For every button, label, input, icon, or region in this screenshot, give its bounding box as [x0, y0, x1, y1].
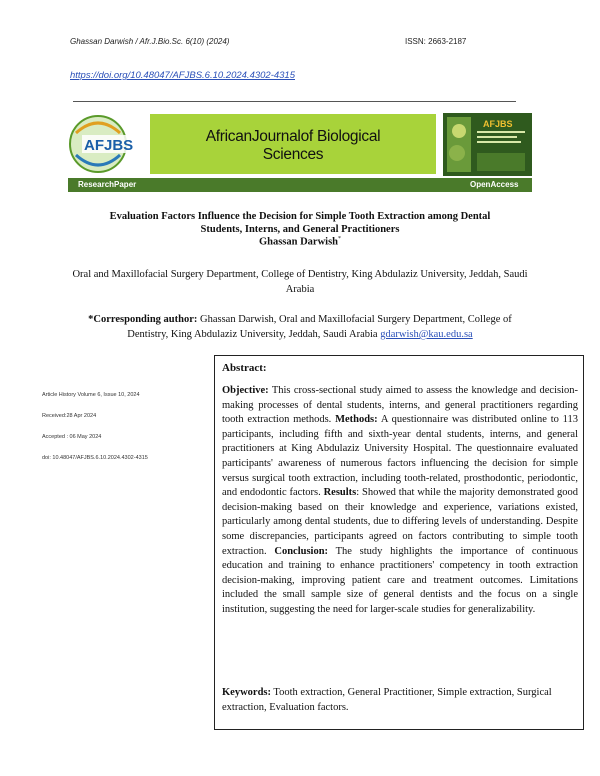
journal-title-part: of	[300, 128, 313, 145]
methods-label: Methods:	[335, 414, 378, 426]
objective-label: Objective:	[222, 385, 269, 396]
afjbs-logo	[68, 111, 148, 177]
article-history	[42, 392, 212, 476]
header-divider	[73, 101, 516, 102]
history-received: Received:28 Apr 2024	[42, 413, 97, 419]
history-doi: doi: 10.48047/AFJBS.6.10.2024.4302-4315	[42, 455, 148, 461]
open-access-label: OpenAccess	[470, 180, 519, 189]
doi-link[interactable]: https://doi.org/10.48047/AFJBS.6.10.2024.4302-4315	[70, 70, 295, 81]
running-head	[70, 37, 530, 46]
corresponding-text: Ghassan Darwish, Oral and Maxillofacial Surgery Department, College of Dentistry, King Abdulaziz University, Jeddah, Saudi Arabia	[127, 314, 512, 340]
affiliation: Oral and Maxillofacial Surgery Department, College of Dentistry, King Abdulaziz University, Jeddah, Saudi Arabia	[72, 269, 528, 295]
history-volume: Article History Volume 6, Issue 10, 2024	[42, 392, 140, 398]
running-head-citation: Ghassan Darwish / Afr.J.Bio.Sc. 6(10) (2024)	[70, 37, 230, 46]
journal-cover-thumbnail	[443, 113, 532, 176]
keywords-text: Tooth extraction, General Practitioner, Simple extraction, Surgical extraction, Evaluation factors.	[222, 687, 552, 713]
abstract-heading: Abstract:	[222, 362, 267, 374]
journal-title-part: AfricanJournal	[205, 128, 301, 145]
paper-title-line: Students, Interns, and General Practitioners	[200, 224, 400, 235]
journal-title-part: Sciences	[262, 146, 324, 163]
conclusion-text: The study highlights the importance of continuous education and training to enhance practitioners' competency in tooth extraction decision-making, improving patient care and treatment outcomes. Limitations included the small sample size of general dentists and the focus on a single institution, suggesting the need for larger-scale studies for generalizability.	[222, 545, 579, 615]
journal-title-part: Biological	[316, 128, 381, 145]
history-accepted: Accepted : 06 May 2024	[42, 434, 102, 440]
conclusion-label: Conclusion:	[274, 545, 329, 557]
journal-title	[152, 128, 434, 164]
author-line	[70, 236, 530, 248]
objective-text: This cross-sectional study aimed to assess the knowledge and decision-making processes of dental students, interns, and general practitioners regarding tooth extraction methods.	[222, 385, 578, 426]
paper-title	[70, 210, 530, 236]
article-type-band	[68, 178, 532, 192]
results-text: : Showed that while the majority demonstrated good decision-making based on their knowledge and experience, variations existed, particularly among dental students, due to differing levels of understanding. Despite some discrepancies, participants agreed on factors contributing to simple tooth extraction.	[222, 487, 579, 557]
keywords	[222, 686, 578, 715]
author-name: Ghassan Darwish	[258, 236, 339, 248]
methods-text: A questionnaire was distributed online to 113 participants, including fifth and sixth-year dental students, interns, and general practitioners at King Abdulaziz University Hospital. The questionnaire evaluated participants' awareness of numerous factors influencing the decision for simple versus surgical tooth extraction, including tooth-related, prosthodontic, periodontic, and endodontic factors.	[222, 414, 578, 499]
keywords-label: Keywords:	[222, 687, 271, 698]
email-link[interactable]: gdarwish@kau.edu.sa	[380, 329, 473, 340]
paper-title-line: Evaluation Factors Influence the Decision for Simple Tooth Extraction among Dental	[109, 211, 491, 222]
abstract-body	[222, 384, 578, 618]
results-label: Results	[323, 487, 357, 499]
article-type-label: ResearchPaper	[78, 180, 137, 189]
cover-text: AFJBS	[483, 119, 513, 129]
logo-text: AFJBS	[84, 137, 134, 154]
issn: ISSN: 2663-2187	[405, 37, 467, 46]
author-mark: *	[338, 236, 342, 242]
corresponding-author	[70, 312, 530, 342]
corresponding-label: *Corresponding author:	[88, 314, 198, 325]
